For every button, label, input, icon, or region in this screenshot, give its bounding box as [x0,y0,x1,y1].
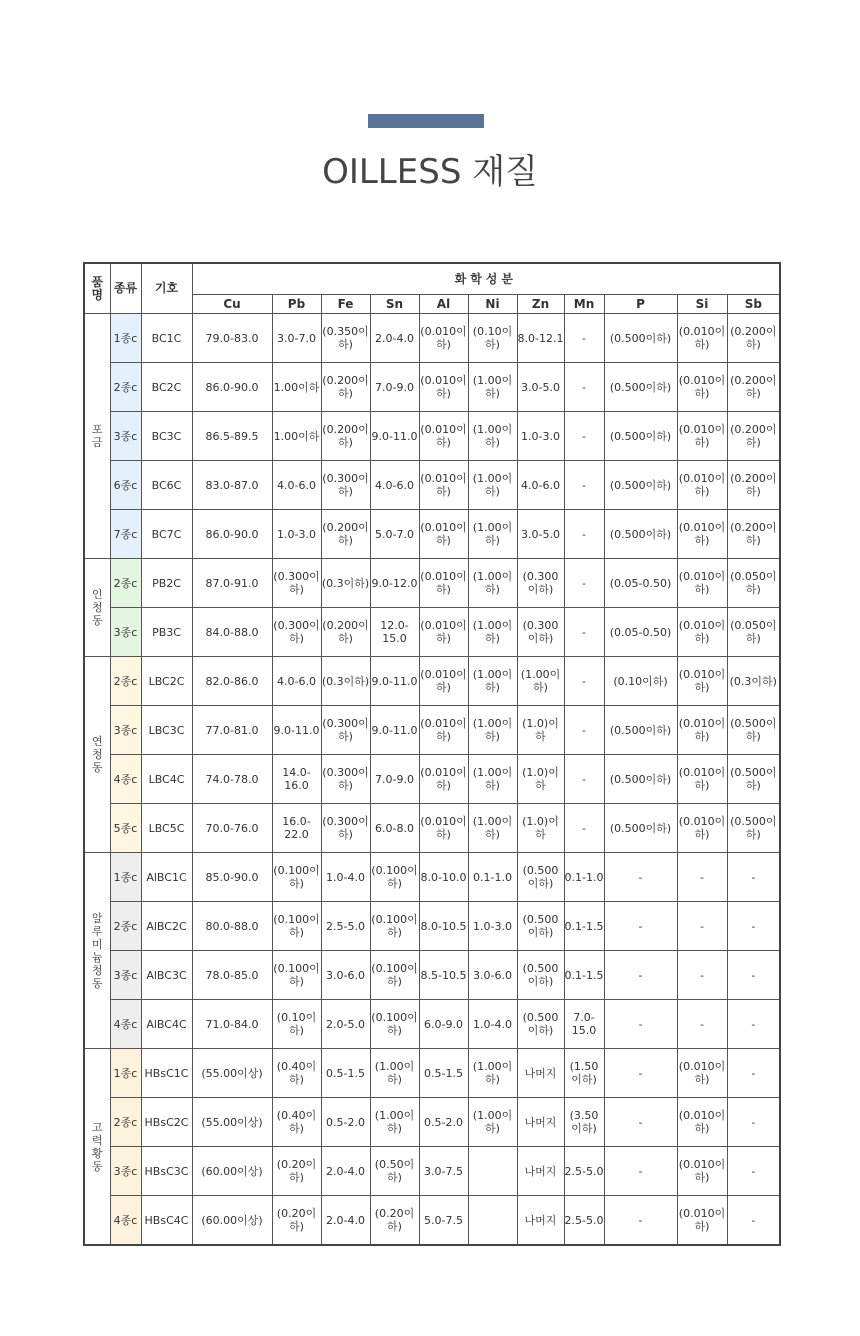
composition-cell [468,1147,517,1196]
composition-cell: 9.0-12.0 [370,559,419,608]
composition-cell: (0.500이하) [604,706,677,755]
composition-cell: (1.00이하) [468,657,517,706]
composition-cell: 3.0-5.0 [517,363,564,412]
symbol-cell: HBsC3C [141,1147,192,1196]
composition-cell: (55.00이상) [192,1098,272,1147]
composition-cell: (0.20이하) [370,1196,419,1246]
composition-cell: (0.010이하) [677,755,727,804]
composition-cell: - [564,510,604,559]
table-row [84,1000,780,1049]
table-row [84,755,780,804]
header-element: Ni [468,295,517,314]
composition-cell: (60.00이상) [192,1147,272,1196]
composition-cell: - [564,314,604,363]
composition-cell: 3.0-6.0 [321,951,370,1000]
composition-cell: (0.200이하) [321,412,370,461]
symbol-cell: PB2C [141,559,192,608]
header-element: Al [419,295,468,314]
composition-cell: 8.0-10.5 [419,902,468,951]
header-chemical-composition: 화학성분 [192,263,780,295]
composition-cell: (0.500이하) [517,951,564,1000]
composition-cell: 2.5-5.0 [564,1147,604,1196]
table-row [84,1098,780,1147]
composition-cell: (0.40이하) [272,1098,321,1147]
composition-cell: 나머지 [517,1049,564,1098]
composition-cell: 7.0-9.0 [370,363,419,412]
composition-cell: 70.0-76.0 [192,804,272,853]
composition-cell: (0.10이하) [604,657,677,706]
composition-cell: 6.0-8.0 [370,804,419,853]
composition-cell: - [564,608,604,657]
table-row [84,461,780,510]
composition-cell: (1.00이하) [468,608,517,657]
composition-cell: 14.0-16.0 [272,755,321,804]
kind-cell: 2종c [110,657,141,706]
table-row [84,314,780,363]
composition-cell: - [564,804,604,853]
group-name-cell: 연청동 [84,657,110,853]
composition-cell: 71.0-84.0 [192,1000,272,1049]
composition-cell: 3.0-5.0 [517,510,564,559]
composition-cell: (0.100이하) [272,902,321,951]
kind-cell: 3종c [110,412,141,461]
composition-cell: 0.5-1.5 [419,1049,468,1098]
table-row [84,804,780,853]
composition-cell: 84.0-88.0 [192,608,272,657]
composition-cell: (0.500이하) [604,804,677,853]
composition-cell: (0.300이하) [272,559,321,608]
header-kind: 종류 [110,263,141,314]
composition-cell: 4.0-6.0 [272,461,321,510]
material-spec-table [83,262,781,1246]
composition-cell: (60.00이상) [192,1196,272,1246]
table-row [84,706,780,755]
composition-cell: (0.500이하) [604,363,677,412]
composition-cell: (0.10이하) [468,314,517,363]
composition-cell: - [677,951,727,1000]
kind-cell: 2종c [110,1098,141,1147]
composition-cell: 8.0-10.0 [419,853,468,902]
composition-cell: 87.0-91.0 [192,559,272,608]
composition-cell: (0.500이하) [517,853,564,902]
composition-cell: 77.0-81.0 [192,706,272,755]
group-name-cell: 알루미늄청동 [84,853,110,1049]
composition-cell: (0.010이하) [677,1098,727,1147]
composition-cell: (0.50이하) [370,1147,419,1196]
composition-cell: 12.0-15.0 [370,608,419,657]
composition-cell: - [727,1098,780,1147]
composition-cell: (0.100이하) [272,951,321,1000]
composition-cell: 16.0-22.0 [272,804,321,853]
symbol-cell: BC2C [141,363,192,412]
composition-cell: 2.5-5.0 [564,1196,604,1246]
composition-cell: (0.100이하) [370,902,419,951]
composition-cell: (0.010이하) [677,314,727,363]
composition-cell: (1.00이하) [468,1098,517,1147]
header-element: Pb [272,295,321,314]
kind-cell: 4종c [110,1000,141,1049]
table-row [84,902,780,951]
composition-cell: (0.010이하) [677,559,727,608]
composition-cell: - [604,853,677,902]
composition-cell: (0.200이하) [321,363,370,412]
composition-cell: 80.0-88.0 [192,902,272,951]
composition-cell: (0.500이하) [604,412,677,461]
kind-cell: 4종c [110,1196,141,1246]
composition-cell: (0.200이하) [321,510,370,559]
composition-cell: (0.300이하) [321,461,370,510]
symbol-cell: LBC2C [141,657,192,706]
composition-cell: 1.0-3.0 [468,902,517,951]
composition-cell: (0.20이하) [272,1147,321,1196]
composition-cell: (1.50이하) [564,1049,604,1098]
composition-cell: (0.500이하) [604,755,677,804]
composition-cell: 79.0-83.0 [192,314,272,363]
composition-cell: 1.0-3.0 [517,412,564,461]
composition-cell: (0.010이하) [677,657,727,706]
composition-cell: 9.0-11.0 [272,706,321,755]
composition-cell: 2.0-4.0 [321,1196,370,1246]
composition-cell: 1.0-3.0 [272,510,321,559]
composition-cell: 2.0-5.0 [321,1000,370,1049]
composition-cell: (0.200이하) [727,461,780,510]
composition-cell: (0.010이하) [419,755,468,804]
composition-cell: (0.350이하) [321,314,370,363]
composition-cell: - [727,1147,780,1196]
symbol-cell: AlBC4C [141,1000,192,1049]
composition-cell: (1.00이하) [468,412,517,461]
composition-cell: 4.0-6.0 [272,657,321,706]
composition-cell: 86.5-89.5 [192,412,272,461]
composition-cell: (0.500이하) [517,1000,564,1049]
composition-cell: 3.0-7.5 [419,1147,468,1196]
composition-cell: (0.010이하) [677,1196,727,1246]
symbol-cell: LBC3C [141,706,192,755]
page-title: OILLESS 재질 [322,152,538,192]
composition-cell: - [564,755,604,804]
composition-cell: 나머지 [517,1098,564,1147]
composition-cell: 2.0-4.0 [370,314,419,363]
composition-cell: 8.5-10.5 [419,951,468,1000]
composition-cell: 9.0-11.0 [370,657,419,706]
composition-cell: (0.20이하) [272,1196,321,1246]
composition-cell: (0.300이하) [321,755,370,804]
composition-cell: - [564,657,604,706]
composition-cell: (0.05-0.50) [604,608,677,657]
symbol-cell: BC3C [141,412,192,461]
symbol-cell: AlBC1C [141,853,192,902]
composition-cell: 0.5-2.0 [419,1098,468,1147]
composition-cell: (1.00이하) [468,461,517,510]
table-row [84,1049,780,1098]
kind-cell: 1종c [110,1049,141,1098]
composition-cell: - [604,1147,677,1196]
composition-cell: - [727,1196,780,1246]
composition-cell: (1.00이하) [468,1049,517,1098]
composition-cell: (0.100이하) [370,853,419,902]
composition-cell: (0.010이하) [677,1147,727,1196]
composition-cell: 0.5-1.5 [321,1049,370,1098]
composition-cell: (0.500이하) [604,461,677,510]
composition-cell: 1.00이하 [272,363,321,412]
composition-cell: - [604,951,677,1000]
composition-cell: (0.200이하) [727,412,780,461]
header-element: Fe [321,295,370,314]
composition-cell: (0.010이하) [677,608,727,657]
composition-cell: (0.300이하) [321,706,370,755]
composition-cell: - [727,1000,780,1049]
composition-cell: 0.1-1.0 [468,853,517,902]
composition-cell: (0.010이하) [677,461,727,510]
composition-cell: 4.0-6.0 [517,461,564,510]
table-row [84,510,780,559]
composition-cell: (0.200이하) [727,314,780,363]
symbol-cell: AlBC3C [141,951,192,1000]
composition-cell: 1.00이하 [272,412,321,461]
composition-cell: (1.00이하) [468,706,517,755]
composition-cell: (0.010이하) [419,461,468,510]
kind-cell: 2종c [110,559,141,608]
table-row [84,608,780,657]
symbol-cell: LBC5C [141,804,192,853]
composition-cell: (1.00이하) [517,657,564,706]
composition-cell: (0.100이하) [370,951,419,1000]
composition-cell: (0.010이하) [419,510,468,559]
composition-cell: (0.500이하) [604,314,677,363]
composition-cell: 83.0-87.0 [192,461,272,510]
table-row [84,1196,780,1246]
composition-cell: - [604,902,677,951]
composition-cell: 1.0-4.0 [321,853,370,902]
composition-cell: (0.010이하) [419,559,468,608]
composition-cell: (1.0)이하 [517,755,564,804]
composition-cell: - [564,461,604,510]
composition-cell: (0.010이하) [677,804,727,853]
composition-cell: - [604,1049,677,1098]
composition-cell: (0.010이하) [677,510,727,559]
composition-cell: (0.3이하) [321,657,370,706]
composition-cell: (0.300이하) [321,804,370,853]
composition-cell: 7.0-15.0 [564,1000,604,1049]
kind-cell: 3종c [110,608,141,657]
composition-cell: 82.0-86.0 [192,657,272,706]
composition-cell: (0.010이하) [419,657,468,706]
symbol-cell: AlBC2C [141,902,192,951]
composition-cell: 78.0-85.0 [192,951,272,1000]
composition-cell: (0.200이하) [321,608,370,657]
header-symbol: 기호 [141,263,192,314]
table-row [84,657,780,706]
composition-cell: 나머지 [517,1147,564,1196]
kind-cell: 2종c [110,363,141,412]
composition-cell: - [564,559,604,608]
symbol-cell: HBsC1C [141,1049,192,1098]
composition-cell: 85.0-90.0 [192,853,272,902]
composition-cell: 4.0-6.0 [370,461,419,510]
composition-cell: (0.200이하) [727,363,780,412]
composition-cell: (0.500이하) [727,804,780,853]
composition-cell: (0.500이하) [604,510,677,559]
composition-cell: (1.00이하) [370,1049,419,1098]
symbol-cell: BC6C [141,461,192,510]
header-element: P [604,295,677,314]
kind-cell: 6종c [110,461,141,510]
composition-cell: - [564,706,604,755]
kind-cell: 3종c [110,1147,141,1196]
composition-cell: (0.500이하) [727,706,780,755]
composition-cell: - [604,1098,677,1147]
composition-cell: 9.0-11.0 [370,412,419,461]
composition-cell: (0.500이하) [727,755,780,804]
composition-cell: (0.010이하) [419,804,468,853]
composition-cell: (0.010이하) [419,706,468,755]
composition-cell: 86.0-90.0 [192,510,272,559]
kind-cell: 1종c [110,853,141,902]
composition-cell: (0.010이하) [419,412,468,461]
symbol-cell: HBsC2C [141,1098,192,1147]
table-row [84,853,780,902]
composition-cell: (0.010이하) [677,363,727,412]
composition-cell: 5.0-7.5 [419,1196,468,1246]
composition-cell: (0.05-0.50) [604,559,677,608]
composition-cell: 5.0-7.0 [370,510,419,559]
header-product: 품명 [84,263,110,314]
composition-cell: - [677,902,727,951]
kind-cell: 4종c [110,755,141,804]
composition-cell: (1.0)이하 [517,804,564,853]
symbol-cell: PB3C [141,608,192,657]
group-name-cell: 포금 [84,314,110,559]
header-element: Mn [564,295,604,314]
composition-cell: (1.00이하) [468,804,517,853]
composition-cell: 3.0-7.0 [272,314,321,363]
composition-cell: (0.010이하) [677,1049,727,1098]
composition-cell: (1.0)이하 [517,706,564,755]
header-element: Si [677,295,727,314]
header-element: Zn [517,295,564,314]
composition-cell: - [564,363,604,412]
composition-cell: (3.50이하) [564,1098,604,1147]
composition-cell: 6.0-9.0 [419,1000,468,1049]
composition-cell: (0.010이하) [677,412,727,461]
composition-cell: (0.010이하) [419,363,468,412]
composition-cell: (1.00이하) [468,510,517,559]
composition-cell: 8.0-12.1 [517,314,564,363]
composition-cell: - [677,1000,727,1049]
composition-cell: (0.010이하) [419,314,468,363]
composition-cell: 74.0-78.0 [192,755,272,804]
table-row [84,412,780,461]
composition-cell: 나머지 [517,1196,564,1246]
composition-cell: 86.0-90.0 [192,363,272,412]
composition-cell: - [727,1049,780,1098]
header-element: Sn [370,295,419,314]
composition-cell: (0.40이하) [272,1049,321,1098]
composition-cell: - [604,1000,677,1049]
composition-cell [468,1196,517,1246]
composition-cell: 1.0-4.0 [468,1000,517,1049]
group-name-cell: 인청동 [84,559,110,657]
composition-cell: (0.100이하) [370,1000,419,1049]
composition-cell: - [727,853,780,902]
composition-cell: (0.050이하) [727,608,780,657]
composition-cell: (0.010이하) [677,706,727,755]
title-accent-bar [368,114,484,128]
composition-cell: - [727,951,780,1000]
kind-cell: 3종c [110,951,141,1000]
composition-cell: 7.0-9.0 [370,755,419,804]
header-element: Cu [192,295,272,314]
composition-cell: (0.500이하) [517,902,564,951]
composition-cell: (1.00이하) [370,1098,419,1147]
symbol-cell: HBsC4C [141,1196,192,1246]
symbol-cell: BC7C [141,510,192,559]
group-name-cell: 고력황동 [84,1049,110,1246]
composition-cell: 2.0-4.0 [321,1147,370,1196]
composition-cell: (0.010이하) [419,608,468,657]
composition-cell: - [677,853,727,902]
kind-cell: 5종c [110,804,141,853]
composition-cell: (1.00이하) [468,559,517,608]
kind-cell: 2종c [110,902,141,951]
composition-cell: 0.1-1.0 [564,853,604,902]
composition-cell: 0.1-1.5 [564,951,604,1000]
table-row [84,1147,780,1196]
composition-cell: 2.5-5.0 [321,902,370,951]
composition-cell: - [604,1196,677,1246]
table-row [84,363,780,412]
composition-cell: (55.00이상) [192,1049,272,1098]
header-element: Sb [727,295,780,314]
composition-cell: 0.5-2.0 [321,1098,370,1147]
composition-cell: (0.050이하) [727,559,780,608]
composition-cell: - [564,412,604,461]
symbol-cell: LBC4C [141,755,192,804]
composition-cell: (1.00이하) [468,755,517,804]
table-row [84,559,780,608]
symbol-cell: BC1C [141,314,192,363]
kind-cell: 1종c [110,314,141,363]
composition-cell: (0.300이하) [517,608,564,657]
composition-cell: (0.3이하) [727,657,780,706]
composition-cell: (0.300이하) [517,559,564,608]
composition-cell: 0.1-1.5 [564,902,604,951]
composition-cell: (0.200이하) [727,510,780,559]
composition-cell: (0.3이하) [321,559,370,608]
kind-cell: 7종c [110,510,141,559]
composition-cell: (0.100이하) [272,853,321,902]
composition-cell: 3.0-6.0 [468,951,517,1000]
composition-cell: 9.0-11.0 [370,706,419,755]
composition-cell: (1.00이하) [468,363,517,412]
composition-cell: (0.10이하) [272,1000,321,1049]
composition-cell: - [727,902,780,951]
kind-cell: 3종c [110,706,141,755]
table-row [84,951,780,1000]
composition-cell: (0.300이하) [272,608,321,657]
